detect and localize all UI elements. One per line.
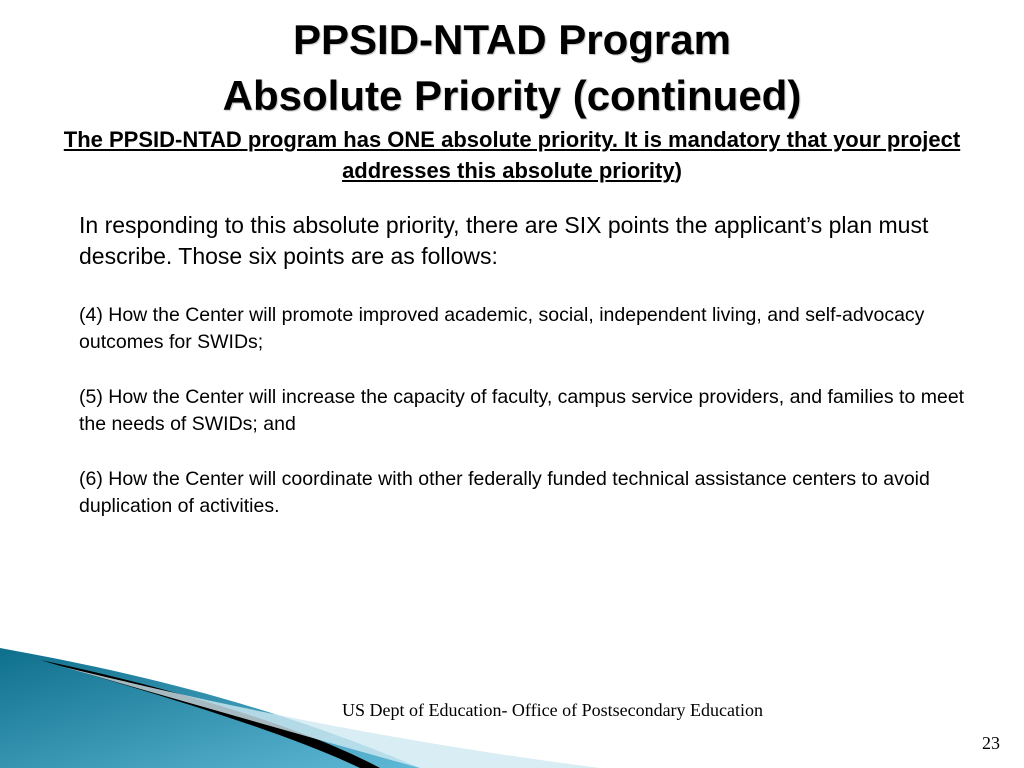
slide-subtitle (30, 124, 994, 186)
subtitle-closing-paren: ) (674, 158, 682, 183)
point-4: (4) How the Center will promote improved academic, social, independent living, and self-advocacy outcomes for SWIDs; (79, 304, 925, 353)
slide-body (79, 210, 979, 548)
page-number: 23 (982, 733, 1000, 753)
subtitle-underlined-text: The PPSID-NTAD program has ONE absolute priority. It is mandatory that your project addresses this absolute priority (63, 127, 961, 183)
footer-text: US Dept of Education- Office of Postsecondary Education (341, 700, 764, 720)
slide-title-line-2: Absolute Priority (continued) (222, 72, 802, 119)
slide-title-line-1: PPSID-NTAD Program (293, 16, 731, 63)
intro-paragraph: In responding to this absolute priority, there are SIX points the applicant’s plan must describe. Those six points are as follows: (79, 212, 929, 269)
point-6: (6) How the Center will coordinate with other federally funded technical assistance centers to avoid duplication of activities. (79, 468, 930, 517)
point-5: (5) How the Center will increase the capacity of faculty, campus service providers, and families to meet the needs of SWIDs; and (79, 386, 965, 435)
